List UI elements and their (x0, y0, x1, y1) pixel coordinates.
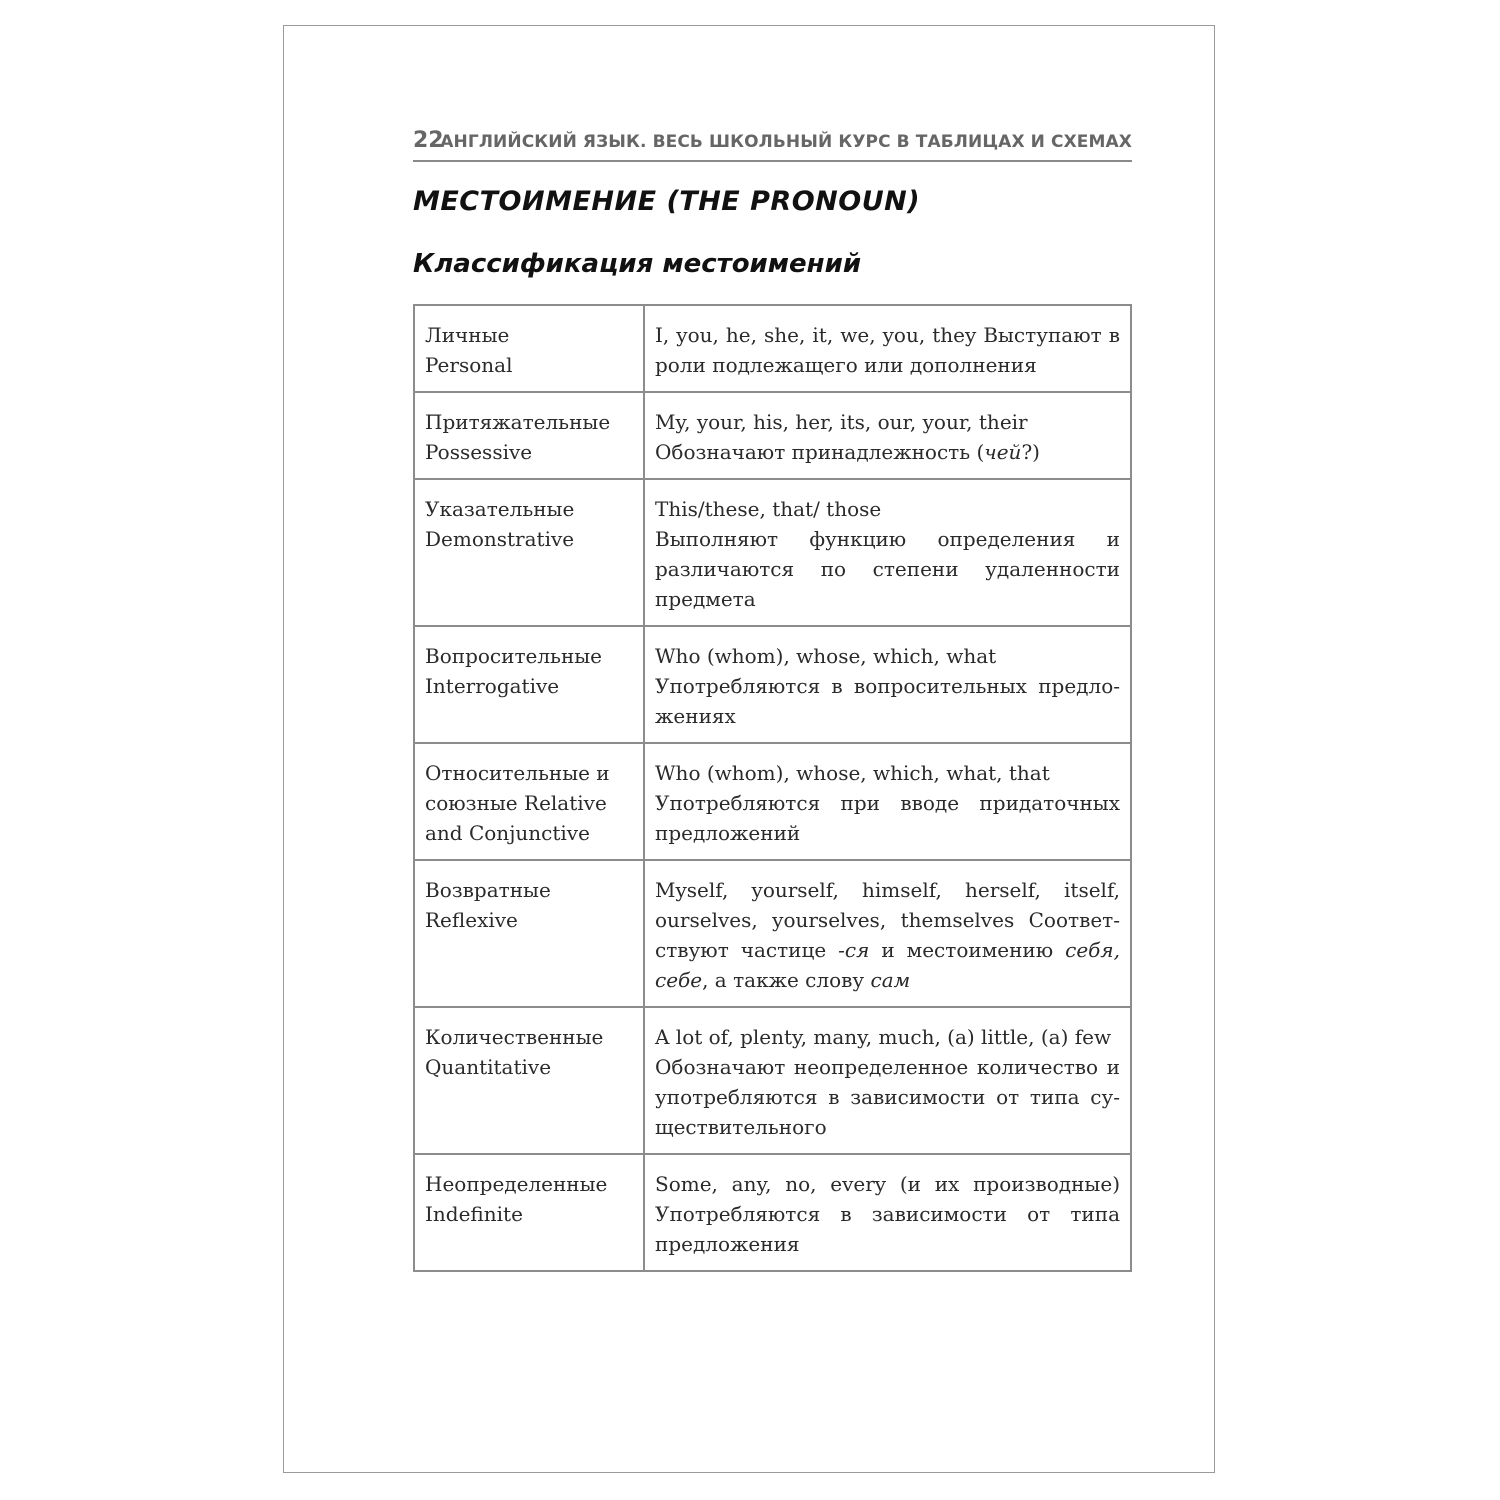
pronoun-type-cell (414, 305, 644, 392)
table-row (414, 479, 1131, 626)
pronoun-description-cell (644, 479, 1131, 626)
table-row (414, 743, 1131, 860)
description-text: , а также слову (702, 968, 871, 992)
description-text: Употребляются в вопросительных предложениях (655, 674, 1120, 728)
pronoun-type-cell (414, 1007, 644, 1154)
table-row (414, 1007, 1131, 1154)
example-words: Who (whom), whose, which, what, that (655, 761, 1050, 785)
chapter-title: МЕСТОИМЕНИЕ (THE PRONOUN) (413, 186, 921, 217)
description-text: I, you, he, she, it, we, you, they Выступают в роли подлежащего или дополнения (655, 323, 1120, 377)
description-text: Myself, yourself, himself, herself, itself, ourselves, yourselves, themselves Соответствуют частице (655, 878, 1120, 962)
pronoun-classification-table (413, 304, 1132, 1272)
pronoun-type-cell (414, 860, 644, 1007)
table-row (414, 392, 1131, 479)
type-en: Relative and Conjunctive (425, 791, 607, 845)
pronoun-type-cell (414, 1154, 644, 1271)
type-ru: Личные (425, 323, 510, 347)
type-ru: Притяжательные (425, 410, 611, 434)
type-en: Demonstrative (425, 527, 575, 551)
book-title: АНГЛИЙСКИЙ ЯЗЫК. ВЕСЬ ШКОЛЬНЫЙ КУРС В ТАБЛИЦАХ И СХЕМАХ (440, 132, 1132, 152)
type-ru: Количественные (425, 1025, 604, 1049)
description-text: Обозначают неопределенное количество и употребляются в зависимости от типа существительного (655, 1055, 1120, 1139)
type-en: Quantitative (425, 1055, 552, 1079)
pronoun-description-cell (644, 860, 1131, 1007)
type-en: Reflexive (425, 908, 518, 932)
type-ru: Неопределенные (425, 1172, 608, 1196)
table-row (414, 860, 1131, 1007)
pronoun-description-cell (644, 743, 1131, 860)
pronoun-type-cell (414, 743, 644, 860)
description-text: ?) (1021, 440, 1040, 464)
section-title: Классификация местоимений (413, 249, 862, 279)
table-row (414, 1154, 1131, 1271)
type-ru: Возвратные (425, 878, 551, 902)
description-italic: чей (984, 440, 1022, 464)
type-ru: Вопросительные (425, 644, 603, 668)
type-ru: Относительные и союзные (425, 761, 610, 815)
example-words: A lot of, plenty, many, much, (a) little, (a) few (655, 1025, 1112, 1049)
description-italic: -ся (838, 938, 870, 962)
pronoun-description-cell (644, 626, 1131, 743)
example-words: Who (whom), whose, which, what (655, 644, 997, 668)
type-en: Interrogative (425, 674, 560, 698)
pronoun-description-cell (644, 1007, 1131, 1154)
description-text: и местоимению (869, 938, 1066, 962)
pronoun-description-cell (644, 1154, 1131, 1271)
type-en: Indefinite (425, 1202, 523, 1226)
pronoun-type-cell (414, 479, 644, 626)
type-ru: Указательные (425, 497, 575, 521)
pronoun-description-cell (644, 305, 1131, 392)
pronoun-type-cell (414, 392, 644, 479)
table-row (414, 626, 1131, 743)
pronoun-type-cell (414, 626, 644, 743)
description-text: Some, any, no, every (и их производные) Употребляются в зависимости от типа предложения (655, 1172, 1120, 1256)
description-text: Выполняют функцию определения и различаются по степени удаленности предмета (655, 527, 1120, 611)
pronoun-description-cell (644, 392, 1131, 479)
example-words: This/these, that/ those (655, 497, 882, 521)
type-en: Personal (425, 353, 513, 377)
example-words: My, your, his, her, its, our, your, their (655, 410, 1028, 434)
description-text: Обозначают принадлежность ( (655, 440, 985, 464)
type-en: Possessive (425, 440, 533, 464)
running-header (413, 126, 1132, 162)
description-text: Употребляются при вводе придаточных предложений (655, 791, 1120, 845)
page-number: 22 (413, 128, 444, 153)
table-row (414, 305, 1131, 392)
description-italic: сам (870, 968, 911, 992)
description-italic: себя, себе (655, 938, 1120, 992)
